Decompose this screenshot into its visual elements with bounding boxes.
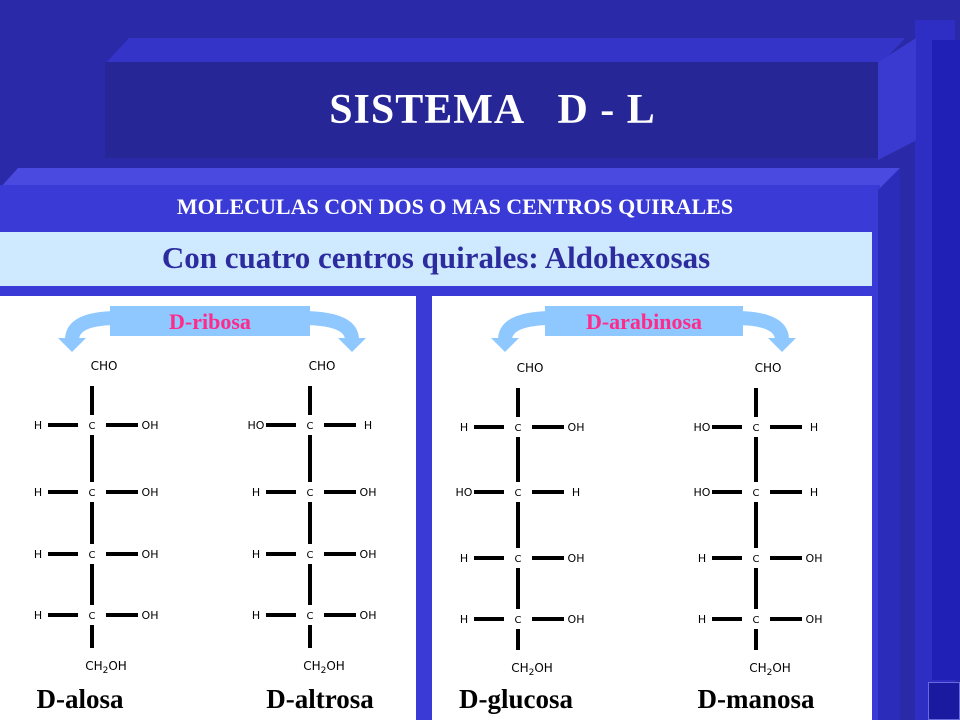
substituent-right: H — [363, 419, 373, 432]
substituent-right: OH — [805, 552, 823, 565]
nav-button[interactable] — [928, 682, 960, 720]
carbon-atom: C — [88, 488, 96, 499]
substituent-left: H — [33, 609, 43, 622]
substituent-left: H — [251, 486, 261, 499]
arrowhead-right — [768, 338, 796, 352]
substituent-right: OH — [141, 486, 159, 499]
carbon-atom: C — [514, 615, 522, 626]
substituent-right: OH — [359, 548, 377, 561]
slide-title: SISTEMA D - L — [329, 87, 656, 133]
substituent-right: OH — [567, 552, 585, 565]
arrowhead-left — [491, 338, 519, 352]
heading-band-text: Con cuatro centros quirales: Aldohexosas — [161, 240, 711, 275]
substituent-left: H — [459, 552, 469, 565]
slide-subtitle: MOLECULAS CON DOS O MAS CENTROS QUIRALES — [176, 194, 734, 219]
top-group: CHO — [308, 359, 336, 373]
group-label: D-arabinosa — [585, 309, 703, 334]
top-group: CHO — [516, 361, 544, 375]
carbon-atom: C — [514, 488, 522, 499]
substituent-right: H — [571, 486, 581, 499]
carbon-atom: C — [752, 488, 760, 499]
substituent-right: H — [809, 421, 819, 434]
molecule-name: D-alosa — [36, 684, 124, 714]
substituent-right: H — [809, 486, 819, 499]
substituent-right: OH — [359, 486, 377, 499]
bottom-group: $CH_2OH$ — [749, 661, 791, 678]
substituent-left: HO — [693, 421, 711, 434]
substituent-right: OH — [141, 548, 159, 561]
arrowhead-right — [338, 338, 366, 352]
carbon-atom: C — [752, 615, 760, 626]
carbon-atom: C — [88, 550, 96, 561]
substituent-right: OH — [805, 613, 823, 626]
carbon-atom: C — [88, 611, 96, 622]
top-group: CHO — [754, 361, 782, 375]
carbon-atom: C — [306, 550, 314, 561]
substituent-left: H — [33, 548, 43, 561]
molecule-name: D-altrosa — [266, 684, 374, 714]
substituent-left: HO — [455, 486, 473, 499]
carbon-atom: C — [88, 421, 96, 432]
substituent-left: H — [33, 419, 43, 432]
carbon-atom: C — [306, 611, 314, 622]
substituent-left: H — [459, 421, 469, 434]
substituent-left: H — [251, 609, 261, 622]
group-label: D-ribosa — [169, 309, 251, 334]
carbon-atom: C — [514, 423, 522, 434]
bottom-group: $CH_2OH$ — [511, 661, 553, 678]
substituent-left: H — [697, 613, 707, 626]
substituent-right: OH — [567, 421, 585, 434]
substituent-right: OH — [141, 419, 159, 432]
substituent-right: OH — [567, 613, 585, 626]
substituent-left: HO — [693, 486, 711, 499]
carbon-atom: C — [752, 423, 760, 434]
substituent-left: H — [251, 548, 261, 561]
molecule-name: D-manosa — [697, 684, 815, 714]
bottom-group: $CH_2OH$ — [85, 659, 127, 676]
carbon-atom: C — [306, 421, 314, 432]
top-group: CHO — [90, 359, 118, 373]
substituent-left: H — [33, 486, 43, 499]
bottom-group: $CH_2OH$ — [303, 659, 345, 676]
substituent-left: HO — [247, 419, 265, 432]
substituent-left: H — [697, 552, 707, 565]
molecule-name: D-glucosa — [459, 684, 573, 714]
carbon-atom: C — [306, 488, 314, 499]
substituent-right: OH — [359, 609, 377, 622]
carbon-atom: C — [514, 554, 522, 565]
carbon-atom: C — [752, 554, 760, 565]
arrowhead-left — [58, 338, 86, 352]
substituent-right: OH — [141, 609, 159, 622]
substituent-left: H — [459, 613, 469, 626]
